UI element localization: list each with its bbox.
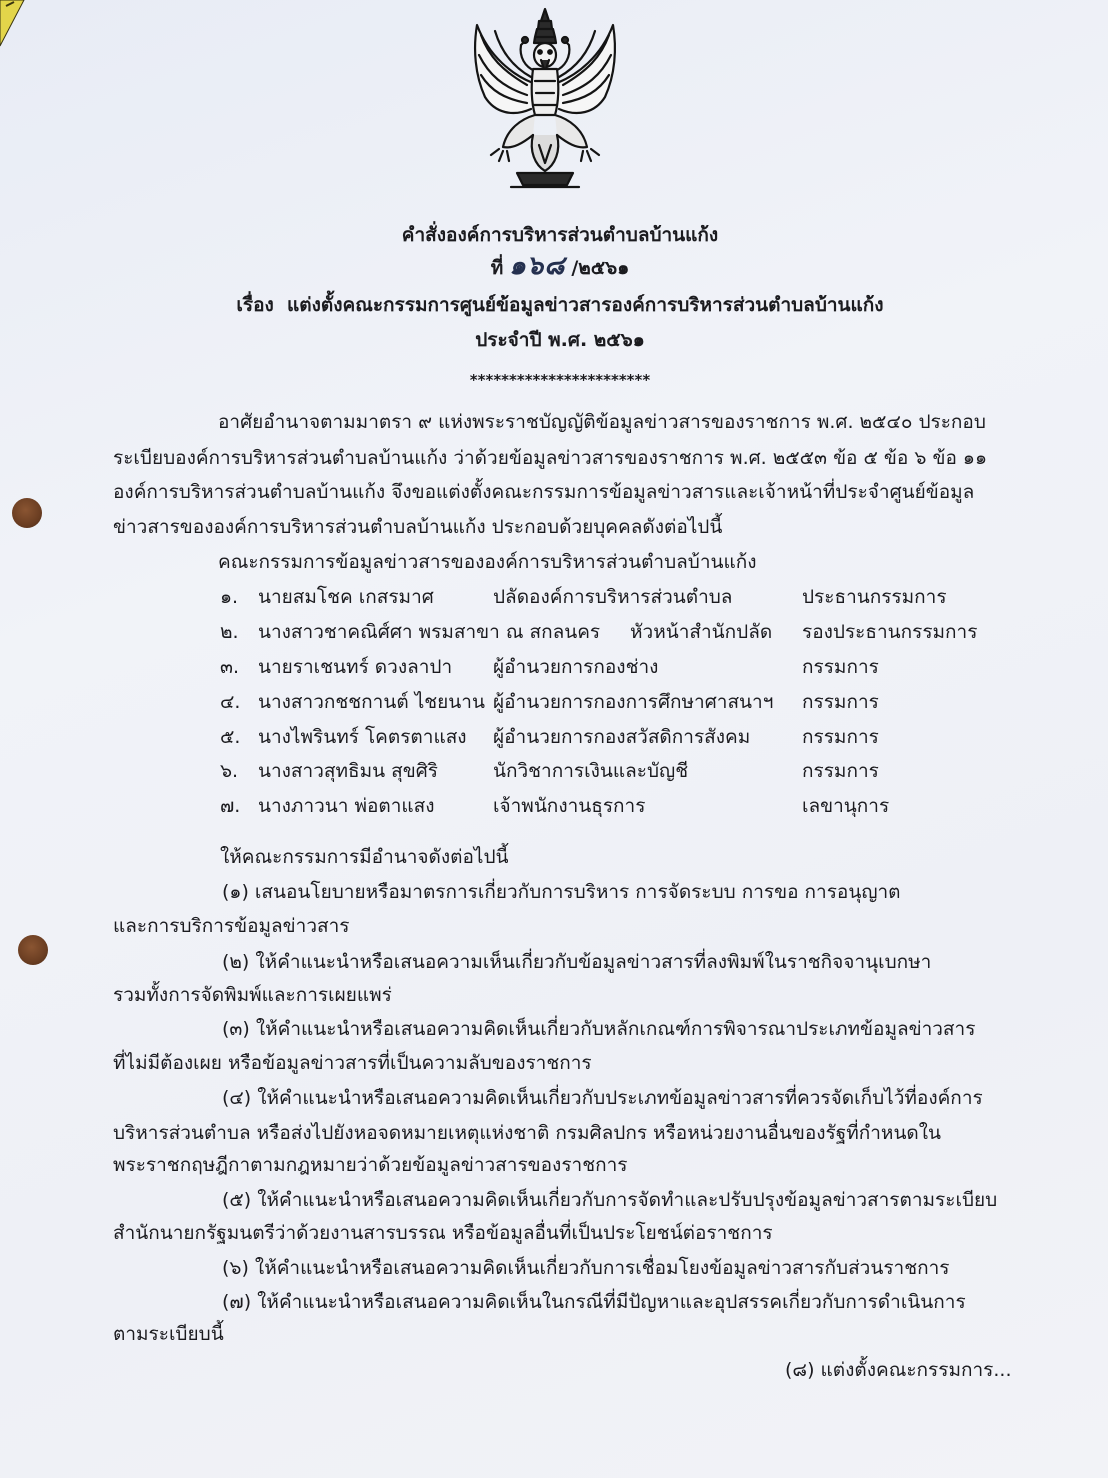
member-role: กรรมการ (802, 726, 879, 748)
power-item: (๔) ให้คำแนะนำหรือเสนอความคิดเห็นเกี่ยวกับประเภทข้อมูลข่าวสารที่ควรจัดเก็บไว้ที่องค์การ (222, 1087, 983, 1109)
member-role: กรรมการ (802, 656, 879, 678)
member-name: นางสาวกชชกานต์ ไชยนาน (258, 691, 485, 713)
intro-line: ข่าวสารขององค์การบริหารส่วนตำบลบ้านแก้ง ประกอบด้วยบุคคลดังต่อไปนี้ (113, 516, 723, 538)
member-number: ๕. (220, 726, 241, 748)
page-continuation: (๘) แต่งตั้งคณะกรรมการ... (785, 1359, 1012, 1381)
member-name: นางสาวสุทธิมน สุขศิริ (258, 760, 438, 782)
member-name: นายราเชนทร์ ดวงลาปา (258, 656, 453, 678)
member-role: กรรมการ (802, 760, 879, 782)
power-item: (๒) ให้คำแนะนำหรือเสนอความเห็นเกี่ยวกับข้อมูลข่าวสารที่ลงพิมพ์ในราชกิจจานุเบกษา (222, 951, 932, 973)
power-item: (๗) ให้คำแนะนำหรือเสนอความคิดเห็นในกรณีที่มีปัญหาและอุปสรรคเกี่ยวกับการดำเนินการ (222, 1291, 966, 1313)
member-position: ผู้อำนวยการกองการศึกษาศาสนาฯ (493, 691, 774, 713)
member-number: ๑. (220, 586, 239, 608)
power-item-continued: พระราชกฤษฎีกาตามกฎหมายว่าด้วยข้อมูลข่าวสารของราชการ (113, 1154, 628, 1176)
subject-line (0, 291, 1108, 319)
member-number: ๒. (220, 621, 239, 643)
power-item-continued: บริหารส่วนตำบล หรือส่งไปยังหอจดหมายเหตุแห่งชาติ กรมศิลปกร หรือหน่วยงานอื่นของรัฐที่กำหนดใน (113, 1122, 942, 1144)
member-row (0, 688, 1108, 716)
divider: *********************** (469, 371, 651, 389)
intro-line: อาศัยอำนาจตามมาตรา ๙ แห่งพระราชบัญญัติข้อมูลข่าวสารของราชการ พ.ศ. ๒๕๔๐ ประกอบ (218, 411, 986, 433)
member-position: นักวิชาการเงินและบัญชี (493, 760, 689, 782)
member-role: รองประธานกรรมการ (802, 621, 978, 643)
member-number: ๓. (220, 656, 240, 678)
member-role: กรรมการ (802, 691, 879, 713)
power-item-continued: ตามระเบียบนี้ (113, 1323, 224, 1345)
member-role: เลขานุการ (802, 795, 890, 817)
powers-heading: ให้คณะกรรมการมีอำนาจดังต่อไปนี้ (220, 846, 509, 868)
power-item: (๖) ให้คำแนะนำหรือเสนอความคิดเห็นเกี่ยวกับการเชื่อมโยงข้อมูลข่าวสารกับส่วนราชการ (222, 1257, 950, 1279)
member-row (0, 618, 1108, 646)
order-number-handwritten: ๑๖๘ (509, 251, 566, 281)
punch-hole (12, 498, 42, 528)
intro-line: ระเบียบองค์การบริหารส่วนตำบลบ้านแก้ง ว่าด้วยข้อมูลข่าวสารของราชการ พ.ศ. ๒๕๕๓ ข้อ ๕ ข้อ ๖ ข้อ ๑๑ (113, 447, 988, 469)
power-item-continued: รวมทั้งการจัดพิมพ์และการเผยแพร่ (113, 984, 392, 1006)
member-number: ๔. (220, 691, 241, 713)
member-role: ประธานกรรมการ (802, 586, 947, 608)
member-row (0, 583, 1108, 611)
sticky-note-corner (0, 0, 30, 50)
member-row (0, 723, 1108, 751)
subject-year: ประจำปี พ.ศ. ๒๕๖๑ (475, 329, 645, 351)
member-name: นางสาวชาคณิศ์ศา พรมสาขา ณ สกลนคร (258, 621, 601, 643)
member-row (0, 792, 1108, 820)
member-name: นายสมโชค เกสรมาศ (258, 586, 434, 608)
order-title: คำสั่งองค์การบริหารส่วนตำบลบ้านแก้ง (401, 224, 719, 246)
member-number: ๗. (220, 795, 241, 817)
member-position: ปลัดองค์การบริหารส่วนตำบล (493, 586, 733, 608)
subject-label: เรื่อง (236, 294, 274, 316)
member-position: หัวหน้าสำนักปลัด (630, 621, 773, 643)
member-position: ผู้อำนวยการกองสวัสดิการสังคม (493, 726, 751, 748)
power-item-continued: ที่ไม่มีต้องเผย หรือข้อมูลข่าวสารที่เป็นความลับของราชการ (113, 1052, 592, 1074)
garuda-emblem (455, 5, 635, 195)
member-number: ๖. (220, 760, 239, 782)
member-position: เจ้าพนักงานธุรการ (493, 795, 646, 817)
order-number (0, 252, 1108, 282)
power-item-continued: สำนักนายกรัฐมนตรีว่าด้วยงานสารบรรณ หรือข้อมูลอื่นที่เป็นประโยชน์ต่อราชการ (113, 1222, 773, 1244)
member-row (0, 653, 1108, 681)
power-item: (๕) ให้คำแนะนำหรือเสนอความคิดเห็นเกี่ยวกับการจัดทำและปรับปรุงข้อมูลข่าวสารตามระเบียบ (222, 1189, 998, 1211)
order-number-year: /๒๕๖๑ (571, 257, 630, 279)
order-number-prefix: ที่ (490, 257, 504, 279)
power-item: (๑) เสนอนโยบายหรือมาตรการเกี่ยวกับการบริหาร การจัดระบบ การขอ การอนุญาต (222, 881, 901, 903)
member-row (0, 757, 1108, 785)
member-name: นางภาวนา พ่อตาแสง (258, 795, 435, 817)
power-item-continued: และการบริการข้อมูลข่าวสาร (113, 915, 350, 937)
intro-line: องค์การบริหารส่วนตำบลบ้านแก้ง จึงขอแต่งตั้งคณะกรรมการข้อมูลข่าวสารและเจ้าหน้าที่ประจำศูนย์ข้อมูล (113, 481, 975, 503)
member-name: นางไพรินทร์ โคตรตาแสง (258, 726, 467, 748)
committee-heading: คณะกรรมการข้อมูลข่าวสารขององค์การบริหารส่วนตำบลบ้านแก้ง (218, 551, 757, 573)
subject-text: แต่งตั้งคณะกรรมการศูนย์ข้อมูลข่าวสารองค์การบริหารส่วนตำบลบ้านแก้ง (287, 294, 884, 316)
power-item: (๓) ให้คำแนะนำหรือเสนอความคิดเห็นเกี่ยวกับหลักเกณฑ์การพิจารณาประเภทข้อมูลข่าวสาร (222, 1018, 976, 1040)
punch-hole (18, 935, 48, 965)
member-position: ผู้อำนวยการกองช่าง (493, 656, 659, 678)
